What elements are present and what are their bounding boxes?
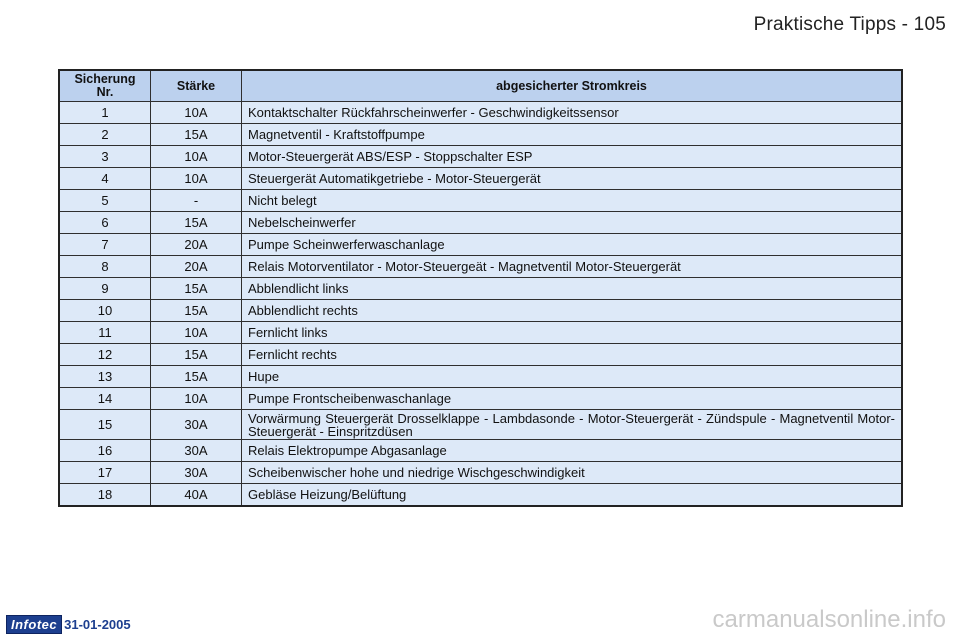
- table-row: [59, 168, 902, 190]
- fuse-rating: 15A: [151, 344, 242, 366]
- fuse-rating: 10A: [151, 146, 242, 168]
- fuse-circuit: Nebelscheinwerfer: [242, 212, 903, 234]
- fuse-circuit: Abblendlicht links: [242, 278, 903, 300]
- fuse-rating: 15A: [151, 300, 242, 322]
- table-row: [59, 256, 902, 278]
- table-row: [59, 212, 902, 234]
- fuse-circuit: Abblendlicht rechts: [242, 300, 903, 322]
- fuse-rating: 10A: [151, 388, 242, 410]
- infotec-logo: Infotec: [6, 615, 62, 634]
- fuse-number: 5: [59, 190, 151, 212]
- fuse-number: 8: [59, 256, 151, 278]
- fuse-number: 12: [59, 344, 151, 366]
- fuse-number: 11: [59, 322, 151, 344]
- fuse-rating: -: [151, 190, 242, 212]
- table-row: [59, 440, 902, 462]
- fuse-rating: 40A: [151, 484, 242, 507]
- table-row: [59, 146, 902, 168]
- fuse-number: 18: [59, 484, 151, 507]
- table-row: [59, 234, 902, 256]
- fuse-number: 6: [59, 212, 151, 234]
- table-row: [59, 124, 902, 146]
- header-fuse-nr: Sicherung Nr.: [59, 70, 151, 102]
- table-row: [59, 102, 902, 124]
- table-row: [59, 462, 902, 484]
- table-row: [59, 410, 902, 440]
- header-circuit: abgesicherter Stromkreis: [242, 70, 903, 102]
- fuse-rating: 15A: [151, 366, 242, 388]
- fuse-rating: 15A: [151, 212, 242, 234]
- fuse-number: 15: [59, 410, 151, 440]
- fuse-number: 16: [59, 440, 151, 462]
- fuse-rating: 10A: [151, 168, 242, 190]
- watermark: carmanualsonline.info: [712, 606, 946, 633]
- fuse-circuit: Pumpe Frontscheibenwaschanlage: [242, 388, 903, 410]
- fuse-circuit: Nicht belegt: [242, 190, 903, 212]
- fuse-rating: 10A: [151, 322, 242, 344]
- fuse-circuit: Motor-Steuergerät ABS/ESP - Stoppschalter ESP: [242, 146, 903, 168]
- fuse-circuit: Fernlicht rechts: [242, 344, 903, 366]
- fuse-circuit: Scheibenwischer hohe und niedrige Wischgeschwindigkeit: [242, 462, 903, 484]
- fuse-rating: 15A: [151, 278, 242, 300]
- fuse-rating: 10A: [151, 102, 242, 124]
- fuse-circuit: Hupe: [242, 366, 903, 388]
- fuse-circuit: Relais Motorventilator - Motor-Steuergeät - Magnetventil Motor-Steuergerät: [242, 256, 903, 278]
- fuse-number: 7: [59, 234, 151, 256]
- fuse-rating: 30A: [151, 462, 242, 484]
- fuse-rating: 30A: [151, 410, 242, 440]
- fuse-circuit: Fernlicht links: [242, 322, 903, 344]
- header-strength: Stärke: [151, 70, 242, 102]
- table-row: [59, 388, 902, 410]
- fuse-number: 9: [59, 278, 151, 300]
- footer-date: 31-01-2005: [64, 617, 131, 632]
- fuse-table: [58, 69, 903, 507]
- table-header-row: [59, 70, 902, 102]
- fuse-circuit: Relais Elektropumpe Abgasanlage: [242, 440, 903, 462]
- fuse-number: 4: [59, 168, 151, 190]
- table-row: [59, 322, 902, 344]
- fuse-number: 1: [59, 102, 151, 124]
- table-row: [59, 366, 902, 388]
- fuse-rating: 20A: [151, 234, 242, 256]
- fuse-circuit: Kontaktschalter Rückfahrscheinwerfer - Geschwindigkeitssensor: [242, 102, 903, 124]
- page-header: Praktische Tipps - 105: [753, 14, 946, 35]
- fuse-number: 10: [59, 300, 151, 322]
- fuse-circuit: Steuergerät Automatikgetriebe - Motor-Steuergerät: [242, 168, 903, 190]
- table-row: [59, 278, 902, 300]
- fuse-circuit: Vorwärmung Steuergerät Drosselklappe - Lambdasonde - Motor-Steuergerät - Zündspule - Magnetventil Motor-Steuergerät - Einspritzdüsen: [242, 410, 903, 440]
- table-row: [59, 190, 902, 212]
- fuse-number: 14: [59, 388, 151, 410]
- fuse-rating: 30A: [151, 440, 242, 462]
- table-row: [59, 344, 902, 366]
- fuse-rating: 15A: [151, 124, 242, 146]
- fuse-circuit: Gebläse Heizung/Belüftung: [242, 484, 903, 507]
- fuse-number: 13: [59, 366, 151, 388]
- fuse-rating: 20A: [151, 256, 242, 278]
- fuse-circuit: Pumpe Scheinwerferwaschanlage: [242, 234, 903, 256]
- fuse-circuit: Magnetventil - Kraftstoffpumpe: [242, 124, 903, 146]
- fuse-number: 3: [59, 146, 151, 168]
- fuse-number: 17: [59, 462, 151, 484]
- fuse-number: 2: [59, 124, 151, 146]
- table-row: [59, 484, 902, 507]
- table-row: [59, 300, 902, 322]
- footer: [6, 615, 131, 634]
